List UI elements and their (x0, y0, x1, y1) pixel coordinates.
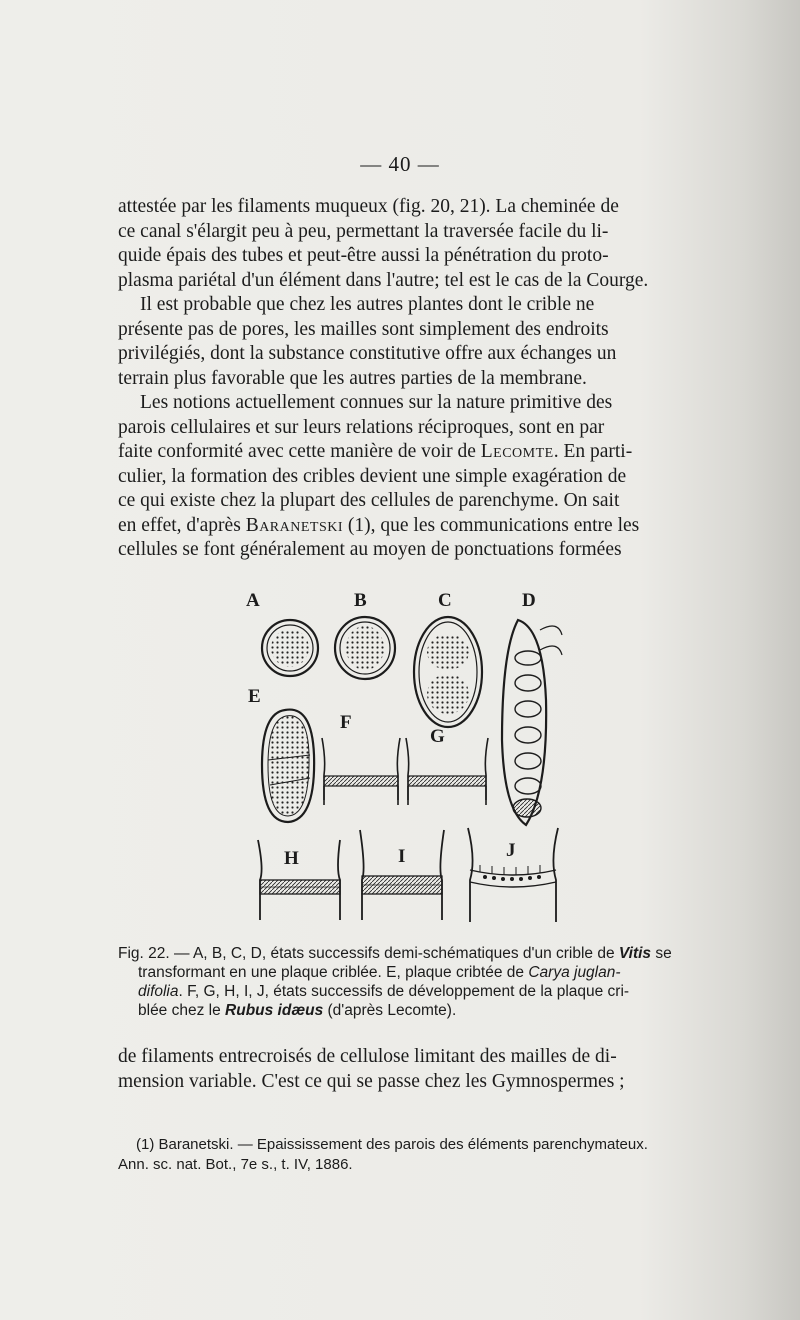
figure-label-i: I (398, 846, 406, 867)
text-line: ce canal s'élargit peu à peu, permettant la traversée facile du li- (118, 220, 609, 242)
figure-label-b: B (354, 590, 367, 611)
paragraph-4 (118, 1045, 702, 1094)
text-line: Il est probable que chez les autres plantes dont le crible ne (140, 294, 595, 315)
cell-a-drawing (262, 620, 318, 676)
figure-label-c: C (438, 590, 452, 611)
author-name-baranetski: Baranetski (245, 514, 344, 536)
caption-species: Carya juglan- (528, 964, 621, 981)
text-line: cellules se font généralement au moyen de ponctuations formées (118, 539, 622, 560)
cell-i-drawing (360, 830, 444, 920)
caption-text: (d'après Lecomte). (323, 1002, 457, 1019)
cell-c-drawing (414, 617, 482, 727)
text-line: parois cellulaires et sur leurs relations réciproques, sont en par (118, 416, 605, 438)
text-line: présente pas de pores, les mailles sont simplement des endroits (118, 318, 609, 340)
figure-label-f: F (340, 712, 352, 733)
caption-text: . F, G, H, I, J, états successifs de développement de la plaque cri- (178, 983, 630, 1000)
cell-e-drawing (262, 710, 314, 822)
sieve-plate-drawings (240, 590, 570, 930)
caption-line (118, 1001, 702, 1020)
text-line (118, 440, 702, 465)
caption-species: difolia (138, 983, 179, 1000)
caption-genus: Vitis (618, 945, 652, 962)
figure-label-g: G (430, 726, 445, 747)
figure-label-d: D (522, 590, 536, 611)
text-segment: . En parti- (553, 441, 633, 462)
text-segment: en effet, d'après (118, 514, 246, 536)
cell-h-drawing (258, 840, 340, 920)
paragraph-2 (118, 293, 702, 391)
caption-text: blée chez le (138, 1002, 226, 1019)
text-segment: faite conformité avec cette manière de voir de (118, 441, 481, 462)
footnote-line: Ann. sc. nat. Bot., 7e s., t. IV, 1886. (118, 1156, 353, 1173)
text-line: de filaments entrecroisés de cellulose limitant des mailles de di- (118, 1046, 617, 1067)
paragraph-1 (118, 195, 702, 293)
figure-label-a: A (246, 590, 260, 611)
figure-caption (118, 944, 702, 1020)
cell-d-drawing (502, 620, 562, 825)
footnote (118, 1135, 702, 1175)
cell-b-drawing (335, 617, 395, 679)
text-line: attestée par les filaments muqueux (fig. 20, 21). La cheminée de (118, 196, 619, 217)
caption-line (118, 963, 702, 982)
page-number: — 40 — (360, 152, 440, 176)
text-line: Les notions actuellement connues sur la nature primitive des (140, 392, 613, 413)
text-line: privilégiés, dont la substance constitutive offre aux échanges un (118, 343, 617, 364)
figure-label-e: E (248, 686, 261, 707)
text-line: quide épais des tubes et peut-être aussi la pénétration du proto- (118, 245, 609, 266)
author-name-lecomte: Lecomte (480, 441, 554, 462)
text-line: plasma pariétal d'un élément dans l'autre; tel est le cas de la Courge. (118, 269, 649, 291)
text-line: culier, la formation des cribles devient une simple exagération de (118, 465, 627, 487)
text-segment: (1), que les communications entre les (343, 514, 640, 536)
caption-text: se (651, 945, 672, 962)
text-line: mension variable. C'est ce qui se passe chez les Gymnospermes ; (118, 1070, 625, 1092)
figure-label-j: J (506, 840, 516, 861)
paragraph-3 (118, 391, 702, 563)
cell-g-drawing (406, 738, 488, 805)
text-line: ce qui existe chez la plupart des cellules de parenchyme. On sait (118, 490, 620, 511)
figure-label-h: H (284, 848, 299, 869)
text-line: terrain plus favorable que les autres parties de la membrane. (118, 367, 587, 389)
caption-species: Rubus idæus (225, 1002, 324, 1019)
caption-line (118, 982, 702, 1001)
caption-line (118, 944, 702, 963)
cell-f-drawing (322, 738, 400, 805)
caption-text: Fig. 22. — A, B, C, D, états successifs demi-schématiques d'un crible de (118, 945, 619, 962)
caption-text: transformant en une plaque criblée. E, plaque cribtée de (138, 964, 529, 981)
figure-22-illustration (240, 590, 570, 930)
footnote-line: (1) Baranetski. — Epaississement des parois des éléments parenchymateux. (136, 1136, 648, 1153)
text-line (118, 514, 702, 539)
